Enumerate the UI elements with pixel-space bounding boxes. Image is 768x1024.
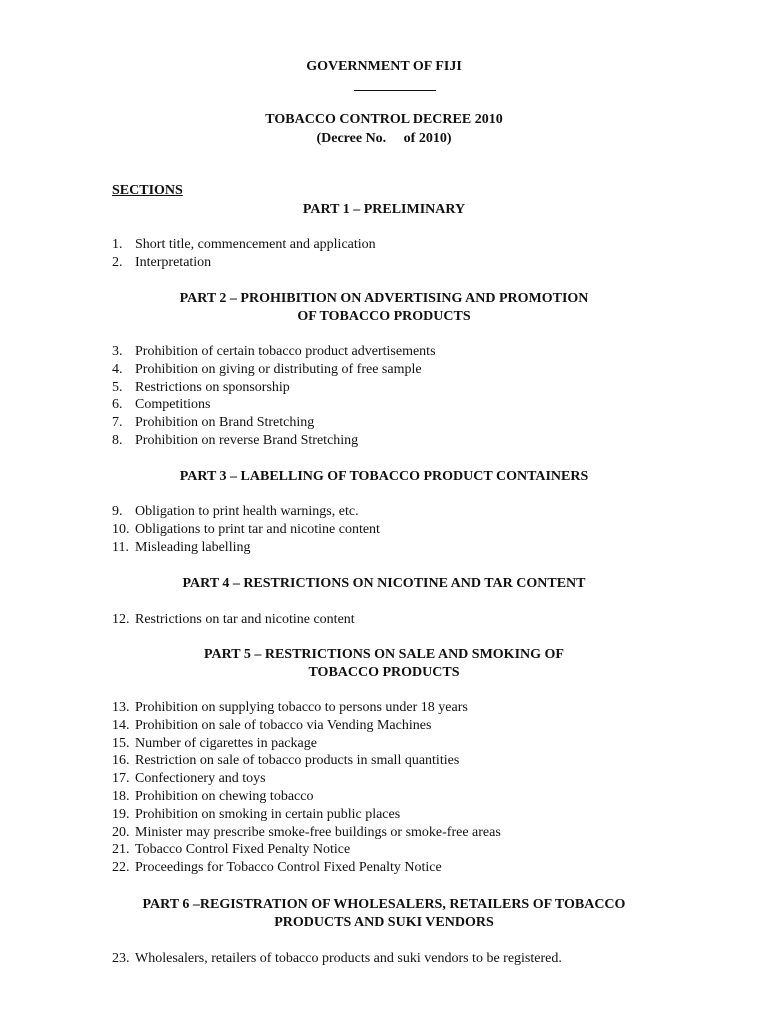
item-number: 12. — [112, 612, 130, 627]
item-number: 17. — [112, 771, 130, 787]
part-heading: PART 3 – LABELLING OF TOBACCO PRODUCT CONTAINERS — [179, 469, 589, 484]
item-title: Prohibition on reverse Brand Stretching — [135, 432, 359, 448]
government-heading: GOVERNMENT OF FIJI — [306, 59, 462, 74]
item-title: Prohibition on smoking in certain public places — [135, 806, 401, 822]
list-item — [112, 788, 501, 806]
item-title: Restrictions on sponsorship — [135, 379, 290, 395]
list-item — [112, 806, 501, 824]
section-list — [112, 950, 562, 968]
section-list — [112, 503, 380, 556]
item-number: 2. — [112, 254, 123, 270]
list-item — [112, 752, 501, 770]
decree-number: (Decree No. of 2010) — [316, 131, 452, 146]
item-number: 1. — [112, 237, 123, 252]
section-list — [112, 699, 501, 877]
item-title: Misleading labelling — [135, 539, 251, 555]
part-heading: PART 5 – RESTRICTIONS ON SALE AND SMOKING OF — [204, 647, 564, 662]
item-number: 16. — [112, 753, 130, 769]
item-number: 21. — [112, 842, 130, 858]
list-item — [112, 361, 436, 379]
item-number: 7. — [112, 415, 123, 431]
list-item — [112, 950, 562, 968]
list-item — [112, 414, 436, 432]
item-title: Prohibition on chewing tobacco — [135, 788, 314, 804]
list-item — [112, 432, 436, 450]
list-item — [112, 396, 436, 414]
item-number: 10. — [112, 521, 130, 537]
list-item — [112, 824, 501, 842]
item-number: 9. — [112, 504, 123, 519]
item-number: 19. — [112, 806, 130, 822]
list-item — [112, 254, 376, 272]
list-item — [112, 770, 501, 788]
decree-title: TOBACCO CONTROL DECREE 2010 — [265, 112, 503, 127]
list-item — [112, 521, 380, 539]
item-title: Obligation to print health warnings, etc. — [135, 504, 359, 519]
section-list — [112, 343, 436, 450]
section-list — [112, 236, 376, 272]
item-title: Confectionery and toys — [135, 771, 266, 787]
sections-heading: SECTIONS — [112, 183, 183, 198]
part-heading: PART 4 – RESTRICTIONS ON NICOTINE AND TAR CONTENT — [182, 576, 586, 591]
list-item — [112, 539, 380, 557]
item-title: Short title, commencement and application — [135, 237, 376, 252]
list-item — [112, 717, 501, 735]
item-title: Prohibition on giving or distributing of free sample — [135, 361, 422, 377]
item-number: 20. — [112, 824, 130, 840]
part-heading: PART 2 – PROHIBITION ON ADVERTISING AND PROMOTION — [179, 291, 589, 306]
item-number: 3. — [112, 344, 123, 359]
section-list — [112, 611, 355, 629]
item-title: Wholesalers, retailers of tobacco products and suki vendors to be registered. — [135, 951, 562, 966]
item-number: 18. — [112, 788, 130, 804]
item-title: Proceedings for Tobacco Control Fixed Penalty Notice — [135, 860, 442, 876]
item-title: Competitions — [135, 397, 211, 413]
part-heading: PART 6 –REGISTRATION OF WHOLESALERS, RETAILERS OF TOBACCO — [142, 897, 626, 912]
item-title: Interpretation — [135, 254, 212, 270]
part-heading-line2: PRODUCTS AND SUKI VENDORS — [274, 915, 494, 930]
item-number: 8. — [112, 432, 123, 448]
part-heading-line2: TOBACCO PRODUCTS — [308, 665, 460, 680]
list-item — [112, 379, 436, 397]
item-number: 11. — [112, 539, 129, 555]
item-number: 5. — [112, 379, 123, 395]
item-number: 4. — [112, 361, 123, 377]
list-item — [112, 611, 355, 629]
item-number: 22. — [112, 860, 130, 876]
item-title: Tobacco Control Fixed Penalty Notice — [135, 842, 351, 858]
list-item — [112, 859, 501, 877]
item-number: 23. — [112, 951, 130, 966]
item-number: 14. — [112, 717, 130, 733]
item-title: Restriction on sale of tobacco products in small quantities — [135, 753, 460, 769]
list-item — [112, 735, 501, 753]
heading-divider — [354, 90, 436, 91]
list-item — [112, 236, 376, 254]
item-title: Prohibition on supplying tobacco to persons under 18 years — [135, 700, 468, 715]
part-heading-line2: OF TOBACCO PRODUCTS — [297, 309, 471, 324]
item-title: Prohibition on Brand Stretching — [135, 415, 315, 431]
item-title: Obligations to print tar and nicotine content — [135, 521, 380, 537]
list-item — [112, 699, 501, 717]
item-number: 15. — [112, 735, 130, 751]
item-title: Prohibition on sale of tobacco via Vending Machines — [135, 717, 432, 733]
item-title: Number of cigarettes in package — [135, 735, 317, 751]
list-item — [112, 343, 436, 361]
list-item — [112, 503, 380, 521]
item-title: Minister may prescribe smoke-free buildings or smoke-free areas — [135, 824, 501, 840]
list-item — [112, 841, 501, 859]
item-number: 6. — [112, 397, 123, 413]
part-heading: PART 1 – PRELIMINARY — [302, 202, 466, 217]
item-title: Prohibition of certain tobacco product advertisements — [135, 344, 436, 359]
item-title: Restrictions on tar and nicotine content — [135, 612, 355, 627]
item-number: 13. — [112, 700, 130, 715]
